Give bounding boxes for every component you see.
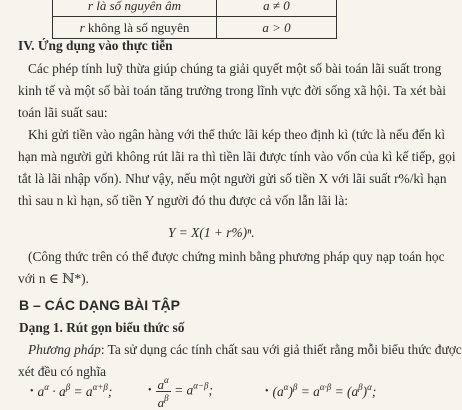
table-row xyxy=(53,17,337,39)
paragraph-line: hạn mà người gửi không rút lãi ra thì tiền lãi được tính vào vốn của kì kế tiếp, gọi xyxy=(18,149,456,164)
method-label: Phương pháp xyxy=(28,342,101,357)
exponent-rule-quotient: • $\frac{a^\alpha}{a^\beta}$ = $a^{\alpha-\beta}$; xyxy=(148,375,213,410)
paragraph-line: thì sau n kì hạn, số tiền Y người đó thu được cả vốn lẫn lãi là: xyxy=(18,193,349,208)
paragraph-line: toán lãi suất sau: xyxy=(18,105,108,120)
table-cell xyxy=(53,17,217,39)
compound-interest-formula: Y = X(1 + r%)ⁿ. xyxy=(168,225,255,240)
section-heading: B – CÁC DẠNG BÀI TẬP xyxy=(19,297,181,313)
paragraph-line: Khi gửi tiền vào ngân hàng với thể thức lãi kép theo định kì (tức là nếu đến kì xyxy=(28,127,446,142)
exponent-rule-power: • $(a^\alpha)^\beta = a^{\alpha\cdot\beta} = (a^\beta)^\alpha$; xyxy=(265,382,377,399)
table-row xyxy=(53,0,337,17)
table-cell: r là số nguyên âm xyxy=(53,0,217,17)
paragraph-line: với n ∈ ℕ*). xyxy=(18,271,89,286)
var-r: r xyxy=(79,19,85,35)
paragraph-line: xét đều có nghĩa xyxy=(18,364,107,379)
paragraph-line xyxy=(28,342,462,358)
table-cell: a ≠ 0 xyxy=(217,0,337,17)
paragraph-line: (Công thức trên có thể được chứng minh bằng phương pháp quy nạp toán học xyxy=(28,249,445,264)
exponent-rule-product: • $a^\alpha \cdot a^\beta = a^{\alpha+\beta}$; xyxy=(30,382,113,399)
condition-table xyxy=(52,0,337,39)
paragraph-line: Các phép tính luỹ thừa giúp chúng ta giải quyết một số bài toán lãi suất trong xyxy=(28,61,442,76)
paragraph-line: kinh tế và một số bài toán tăng trưởng trong lĩnh vực đời sống xã hội. Ta xét bài xyxy=(18,83,447,98)
section-heading: IV. Ứng dụng vào thực tiễn xyxy=(18,38,173,53)
table-cell-text: không là số nguyên xyxy=(84,19,190,35)
method-text: : Ta sử dụng các tính chất sau với giả thiết rằng mỗi biểu thức được xyxy=(100,342,462,357)
paragraph-line: tắt là lãi nhập vốn). Như vậy, nếu một người gửi số tiền X với lãi suất r%/kì hạn xyxy=(18,171,447,186)
table-cell: a > 0 xyxy=(217,17,337,39)
subsection-heading: Dạng 1. Rút gọn biểu thức số xyxy=(19,320,185,335)
